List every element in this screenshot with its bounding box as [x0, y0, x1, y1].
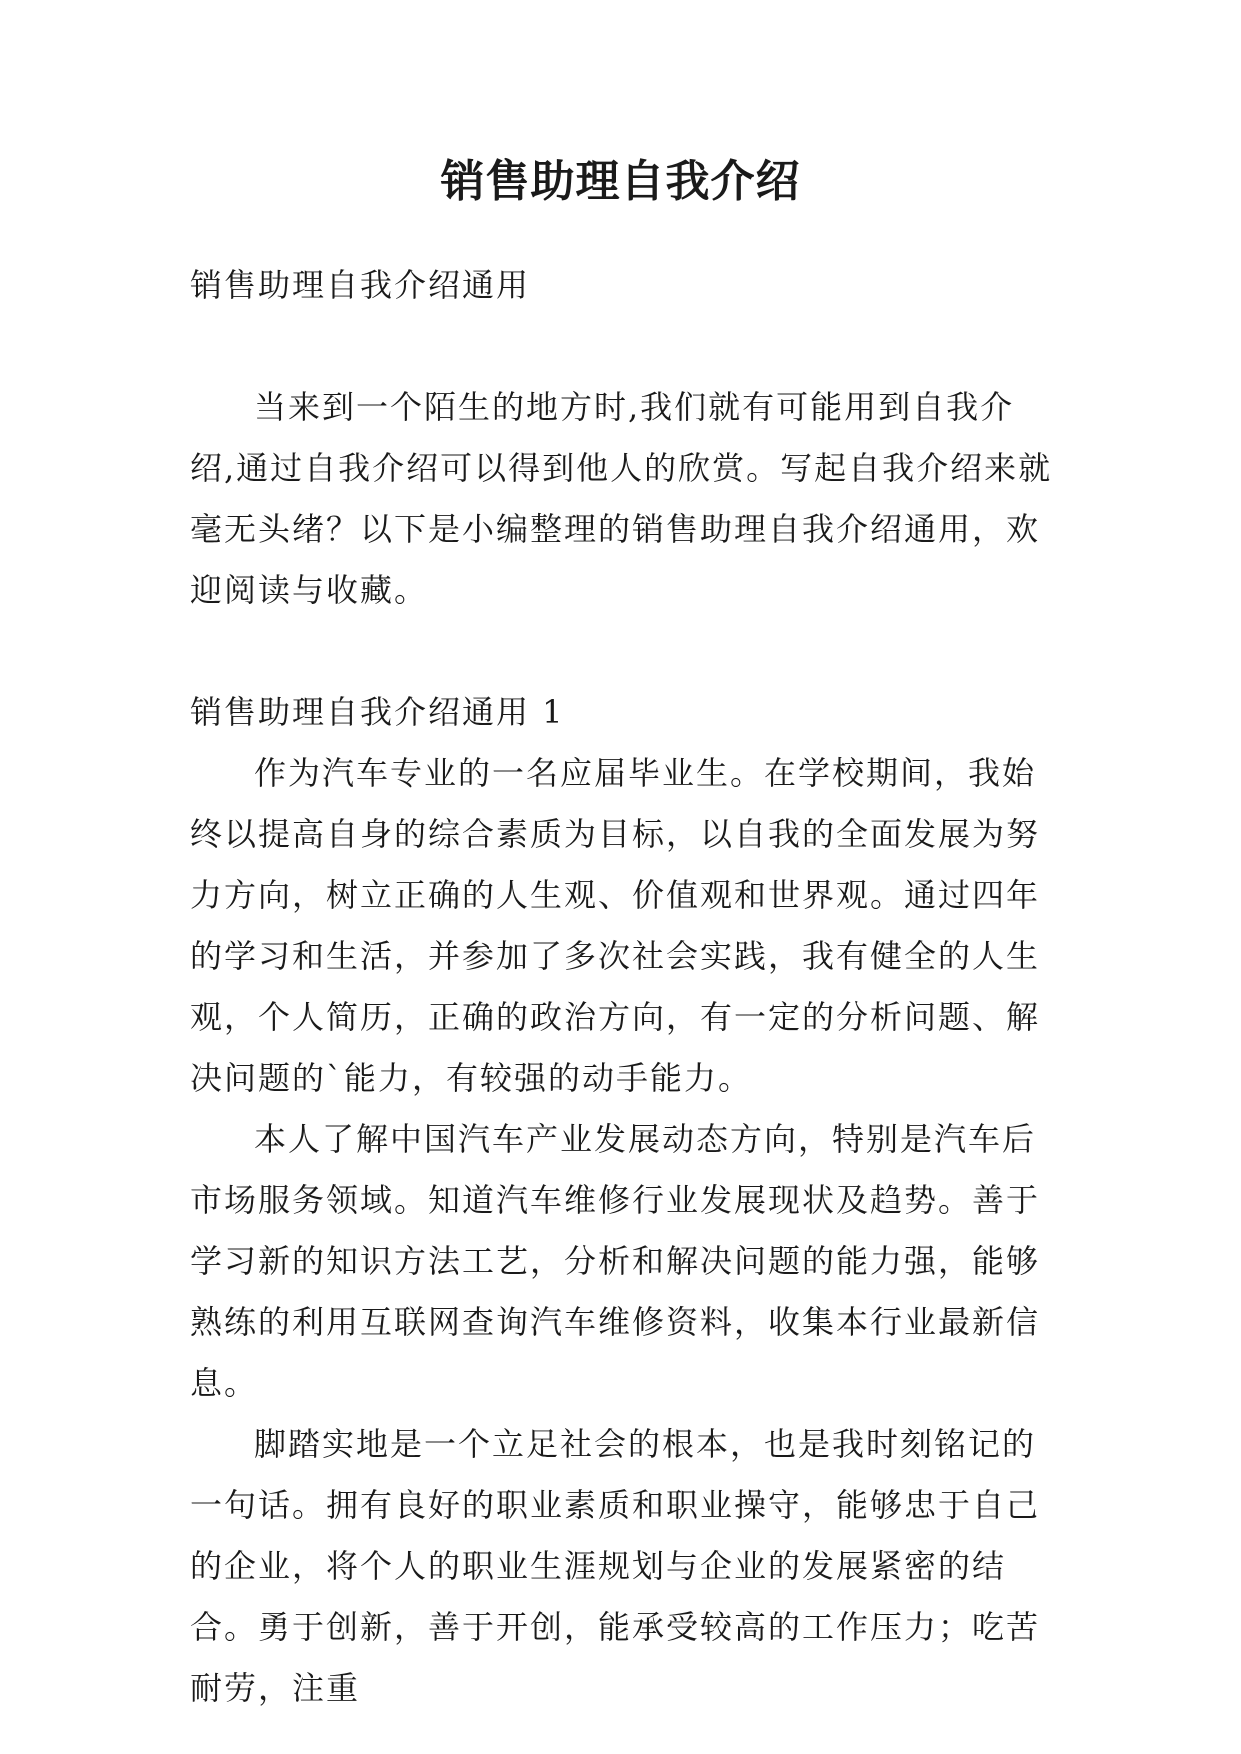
document-subtitle: 销售助理自我介绍通用: [190, 266, 531, 304]
body-paragraph-3: 脚踏实地是一个立足社会的根本，也是我时刻铭记的一句话。拥有良好的职业素质和职业操守，能够忠于自己的企业，将个人的职业生涯规划与企业的发展紧密的结合。勇于创新，善于开创，能承受较高的工作压力；吃苦耐劳，注重: [190, 1425, 1041, 1707]
body-paragraph-1: 作为汽车专业的一名应届毕业生。在学校期间，我始终以提高自身的综合素质为目标，以自我的全面发展为努力方向，树立正确的人生观、价值观和世界观。通过四年的学习和生活，并参加了多次社会实践，我有健全的人生观，个人简历，正确的政治方向，有一定的分析问题、解决问题的`能力，有较强的动手能力。: [190, 754, 1041, 1097]
body-paragraph-2: 本人了解中国汽车产业发展动态方向，特别是汽车后市场服务领域。知道汽车维修行业发展现状及趋势。善于学习新的知识方法工艺，分析和解决问题的能力强，能够熟练的利用互联网查询汽车维修资料，收集本行业最新信息。: [190, 1120, 1041, 1402]
section-heading: 销售助理自我介绍通用 1: [190, 693, 565, 731]
document-title: 销售助理自我介绍: [440, 156, 801, 207]
intro-paragraph: 当来到一个陌生的地方时,我们就有可能用到自我介绍,通过自我介绍可以得到他人的欣赏。写起自我介绍来就毫无头绪？以下是小编整理的销售助理自我介绍通用，欢迎阅读与收藏。: [190, 388, 1053, 609]
document-body: [190, 255, 1054, 1719]
